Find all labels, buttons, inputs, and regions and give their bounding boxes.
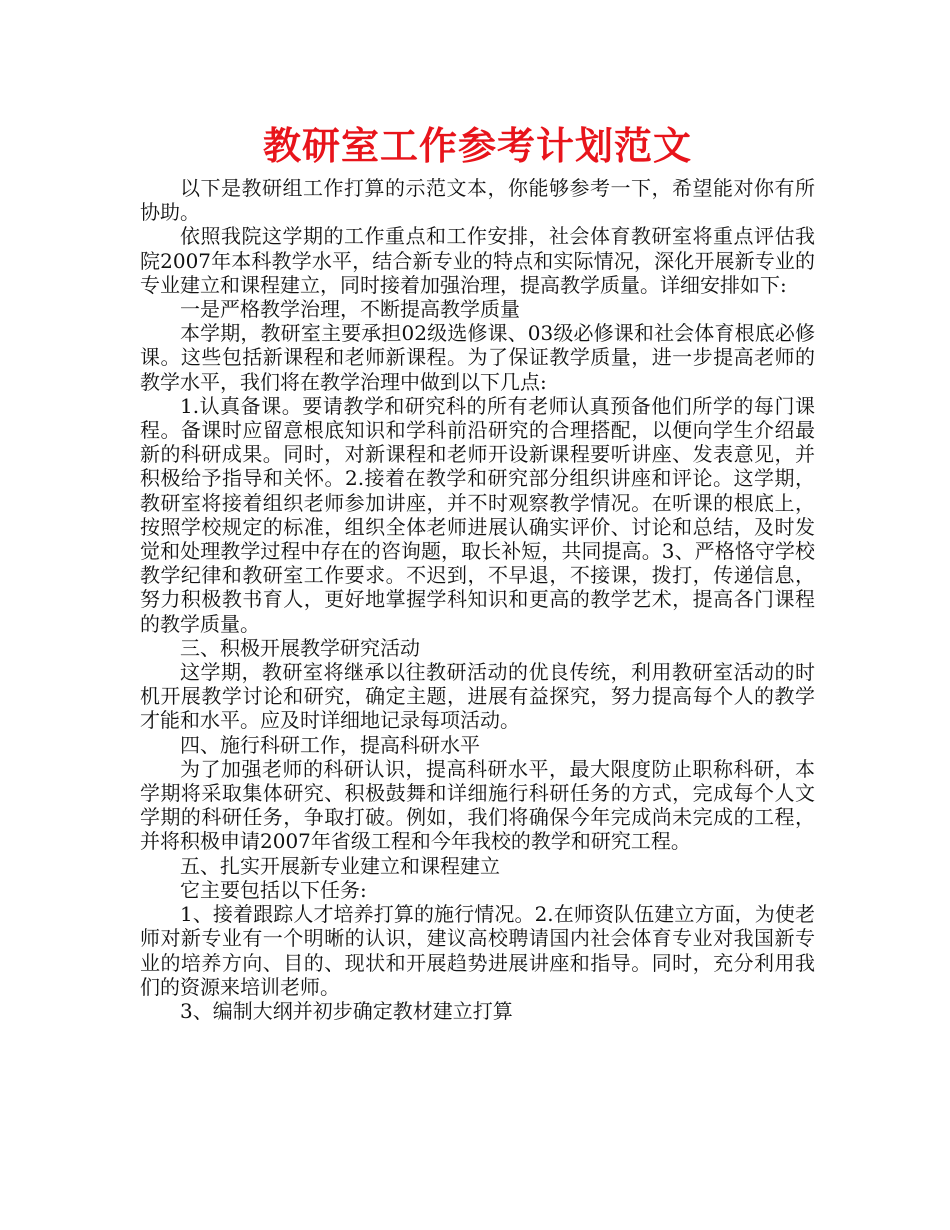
section-heading-5: 五、扎实开展新专业建立和课程建立 <box>180 853 500 878</box>
paragraph-section-1-points: 1.认真备课。要请教学和研究科的所有老师认真预备他们所学的每门课程。备课时应留意根底知识和学科前沿研究的合理搭配，以便向学生介绍最新的科研成果。同时，对新课程和老师开设新课程要听讲座、发表意见，并积极给予指导和关怀。2.接着在教学和研究部分组织讲座和评论。这学期，教研室将接着组织老师参加讲座，并不时观察教学情况。在听课的根底上，按照学校规定的标准，组织全体老师进展认确实评价、讨论和总结，及时发觉和处理教学过程中存在的咨询题，取长补短，共同提高。3、严格恪守学校教学纪律和教研室工作要求。不迟到，不早退，不接课，拨打，传递信息，努力积极教书育人，更好地掌握学科知识和更高的教学艺术，提高各门课程的教学质量。 <box>140 393 815 636</box>
paragraph-section-4: 为了加强老师的科研认识，提高科研水平，最大限度防止职称科研，本学期将采取集体研究、积极鼓舞和详细施行科研任务的方式，完成每个人文学期的科研任务，争取打破。例如，我们将确保今年完成尚未完成的工程，并将积极申请2007年省级工程和今年我校的教学和研究工程。 <box>140 756 815 854</box>
paragraph-intro: 以下是教研组工作打算的示范文本，你能够参考一下，希望能对你有所协助。 <box>140 176 815 225</box>
paragraph-overview: 依照我院这学期的工作重点和工作安排，社会体育教研室将重点评估我院2007年本科教学水平，结合新专业的特点和实际情况，深化开展新专业的专业建立和课程建立，同时接着加强治理，提高教学质量。详细安排如下: <box>140 224 815 297</box>
paragraph-section-5-tasks: 1、接着跟踪人才培养打算的施行情况。2.在师资队伍建立方面，为使老师对新专业有一个明晰的认识，建议高校聘请国内社会体育专业对我国新专业的培养方向、目的、现状和开展趋势进展讲座和指导。同时，充分利用我们的资源来培训老师。 <box>140 902 815 999</box>
paragraph-section-3: 这学期，教研室将继承以往教研活动的优良传统，利用教研室活动的时机开展教学讨论和研究，确定主题，进展有益探究，努力提高每个人的教学才能和水平。应及时详细地记录每项活动。 <box>140 660 815 733</box>
paragraph-section-1: 本学期，教研室主要承担02级选修课、03级必修课和社会体育根底必修课。这些包括新课程和老师新课程。为了保证教学质量，进一步提高老师的教学水平，我们将在教学治理中做到以下几点: <box>140 321 815 394</box>
document-title: 教研室工作参考计划范文 <box>262 123 692 168</box>
section-heading-3: 三、积极开展教学研究活动 <box>180 635 420 660</box>
section-heading-1: 一是严格教学治理，不断提高教学质量 <box>180 297 520 322</box>
section-heading-4: 四、施行科研工作，提高科研水平 <box>180 732 480 757</box>
paragraph-section-5-intro: 它主要包括以下任务: <box>180 877 367 902</box>
paragraph-section-5-item-3: 3、编制大纲并初步确定教材建立打算 <box>180 998 513 1023</box>
document-page <box>140 120 815 1023</box>
